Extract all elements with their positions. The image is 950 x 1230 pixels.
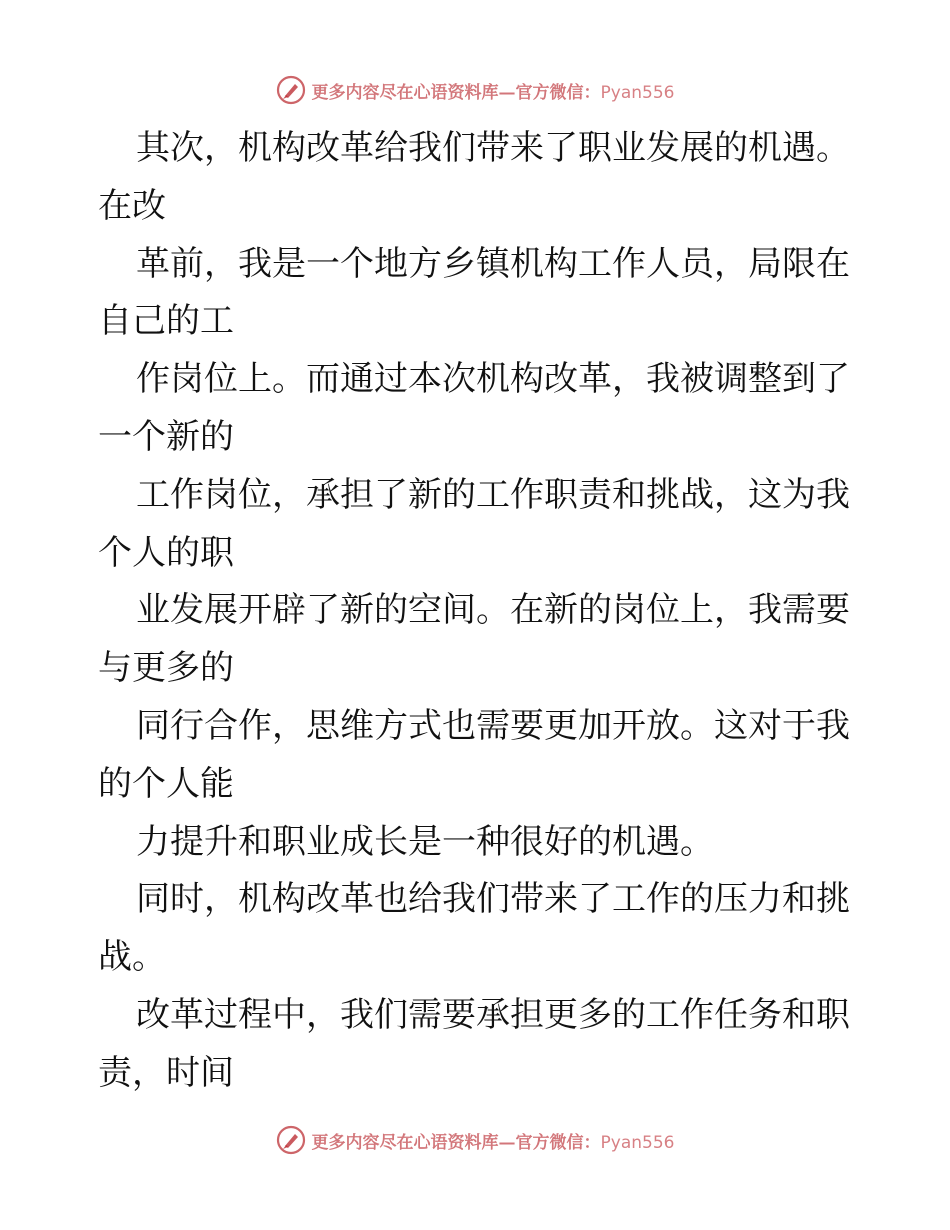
body-line-14: 同时，机构改革也给我们带来了工作的压力和挑 <box>136 879 850 920</box>
footer-watermark-wechat-id: Pyan556 <box>600 1132 675 1153</box>
body-line-17: 责，时间 <box>98 1052 234 1093</box>
body-line-3: 革前，我是一个地方乡镇机构工作人员，局限在 <box>136 243 850 284</box>
footer-watermark-text: 更多内容尽在心语资料库—官方微信：Pyan556 <box>311 1132 675 1153</box>
document-body <box>98 120 858 1103</box>
body-line-6: 一个新的 <box>98 416 234 457</box>
body-line-16: 改革过程中，我们需要承担更多的工作任务和职 <box>136 994 850 1035</box>
body-line-5: 作岗位上。而通过本次机构改革，我被调整到了 <box>136 359 850 400</box>
body-line-13: 力提升和职业成长是一种很好的机遇。 <box>136 821 714 862</box>
header-watermark-wechat-id: Pyan556 <box>600 82 675 103</box>
body-line-4: 自己的工 <box>98 301 234 342</box>
body-line-2: 在改 <box>98 185 166 226</box>
header-watermark <box>0 70 950 110</box>
pen-nib-logo-icon <box>276 75 306 105</box>
header-watermark-text: 更多内容尽在心语资料库—官方微信：Pyan556 <box>311 82 675 103</box>
body-line-9: 业发展开辟了新的空间。在新的岗位上，我需要 <box>136 590 850 631</box>
body-line-8: 个人的职 <box>98 532 234 573</box>
pen-nib-logo-icon <box>276 1125 306 1155</box>
body-line-11: 同行合作，思维方式也需要更加开放。这对于我 <box>136 705 850 746</box>
body-line-12: 的个人能 <box>98 763 234 804</box>
body-line-1: 其次，机构改革给我们带来了职业发展的机遇。 <box>136 128 850 168</box>
body-line-7: 工作岗位，承担了新的工作职责和挑战，这为我 <box>136 474 850 515</box>
body-line-10: 与更多的 <box>98 648 234 689</box>
footer-watermark <box>0 1120 950 1160</box>
body-line-15: 战。 <box>98 937 166 978</box>
